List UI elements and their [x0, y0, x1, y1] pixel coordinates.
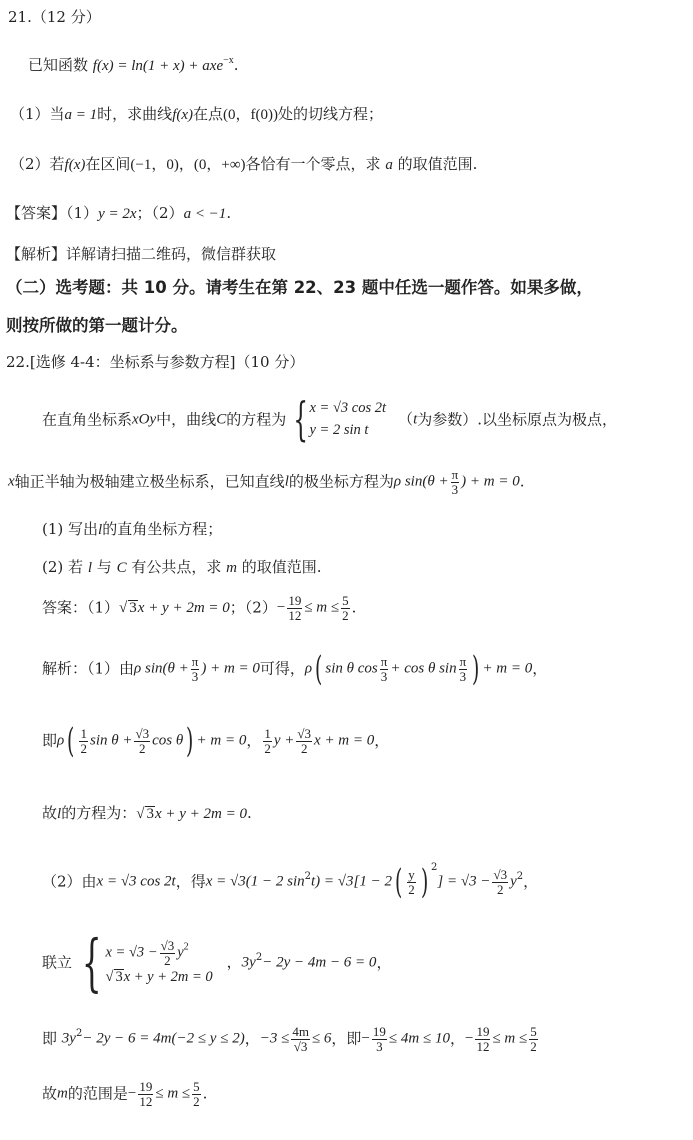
- q22-analysis-3: 故l的方程为：√ 3x + y + 2m = 0.: [42, 804, 252, 822]
- q22-analysis-5: 联立 { x = √3 − $\frac{√3}{2}$ $y^2$ √ 3x + y + 2m = 0 ，$3y^2- 2y - 4m - 6 = 0$，: [42, 926, 392, 999]
- q21-analysis: 【解析】详解请扫描二维码，微信群获取: [6, 245, 277, 263]
- q22-header: 22.[选修 4-4：坐标系与参数方程]（10 分）: [6, 353, 305, 371]
- q22-para1: 在直角坐标系xOy中，曲线C的方程为 { x = √3 cos 2t y = 2 sin t （t为参数）.以坐标原点为极点，: [42, 392, 618, 447]
- section2-line1: （二）选考题：共 10 分。请考生在第 22、23 题中任选一题作答。如果多做，: [6, 278, 593, 297]
- q22-analysis-7: 故m的范围是− $\frac{19}{12}$ ≤ m ≤ $\frac{5}{2}$ .: [42, 1079, 208, 1109]
- q22-para2: x轴正半轴为极轴建立极坐标系，已知直线l的极坐标方程为ρ sin(θ + $\frac{\pi}{3}$ ) + m = 0.: [8, 467, 525, 497]
- q21-header: 21.（12 分）: [8, 8, 101, 26]
- q22-analysis-4: （2）由x = √3 cos 2t，得x = √3(1 − 2 $\sin^2t) = √3[1 - 2$( $\frac{y}{2}$ ) $^2$] = √3 − $\frac{√3}{2}$ $y^2$，: [42, 861, 539, 902]
- q22-sub1: (1) 写出l的直角坐标方程；: [42, 520, 223, 538]
- q22-analysis-1: 解析：（1）由ρ sin(θ + $\frac{\pi}{3}$ ) + m = 0可得，ρ( sin θ cos $\frac{\pi}{3}$ + cos θ sin $\frac{\pi}{3}$ ) + m = 0，: [42, 648, 548, 689]
- q21-stem: 已知函数 f(x) = ln(1 + x) + axe$^{-x}$.: [28, 55, 239, 74]
- q22-answer: 答案：（1）√ 3x + y + 2m = 0；（2）− $\frac{19}{12}$ ≤ m ≤ $\frac{5}{2}$ .: [42, 593, 357, 623]
- q21-part2: （2）若f(x)在区间(−1，0)，(0，+∞)各恰有一个零点，求 a 的取值范围.: [10, 155, 478, 173]
- q22-analysis-6: 即 $3y^2- 2y - 6 = 4m(-2 \le y \le 2)$，−3 ≤ $\frac{4m}{√3}$ ≤ 6，即− $\frac{19}{3}$ ≤ 4m ≤ 10，− $\frac{19}{12}$ ≤ m ≤ $\frac{5}{2}$: [42, 1024, 537, 1054]
- q22-analysis-2: 即ρ( $\frac{1}{2}$ sin θ + $\frac{√3}{2}$ cos θ) + m = 0， $\frac{1}{2}$ y + $\frac{√3}{2}$ x + m = 0，: [42, 720, 390, 761]
- section2-line2: 则按所做的第一题计分。: [6, 316, 188, 335]
- q21-answer: 【答案】（1）y = 2x；（2）a < −1.: [6, 204, 232, 222]
- q22-sub2: (2) 若 l 与 C 有公共点，求 m 的取值范围.: [42, 558, 322, 576]
- q21-part1: （1）当a = 1时，求曲线f(x)在点(0，f(0))处的切线方程；: [10, 105, 384, 123]
